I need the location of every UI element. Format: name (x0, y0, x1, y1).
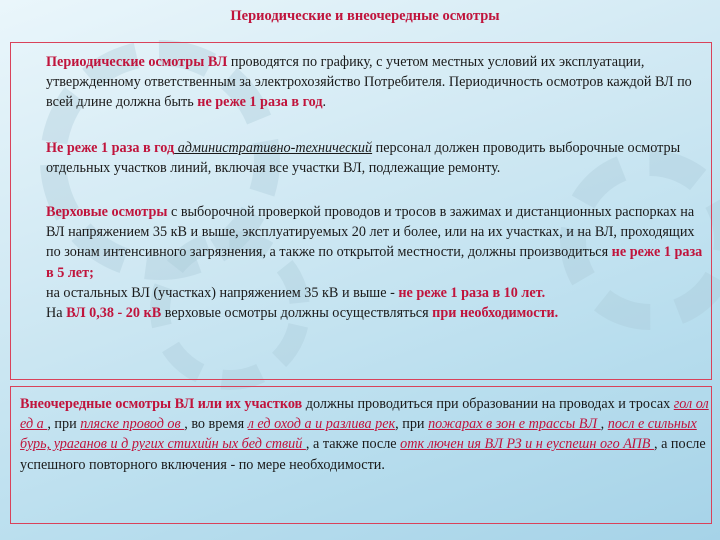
page-title: Периодические и внеочередные осмотры (230, 8, 500, 24)
blank-fires: пожарах в зон е трассы ВЛ (428, 416, 601, 433)
blank-relay-trip: отк лючен ия ВЛ РЗ и н еуспешн ого АПВ (400, 436, 654, 453)
paragraph-extraordinary: Внеочередные осмотры ВЛ или их участков должны проводиться при образовании на проводах и тросах гол ол ед а , при пляске провод ов , во время л ед оход а и разлива рек, при пожарах в зон е трассы ВЛ , посл е сильных бурь, ураганов и д ругих стихийн ых бед ствий , а также после отк лючен ия ВЛ РЗ и н еуспешн ого АПВ , а после успешного повторного включения - по мере необходимости. (20, 396, 709, 473)
blank-ice: гол ол ед а (20, 396, 709, 433)
blank-galloping: пляске провод ов (80, 416, 185, 433)
paragraph-periodic: Периодические осмотры ВЛ проводятся по графику, с учетом местных условий их эксплуатации, утвержденному ответственным за электрохозяйство Потребителя. Периодичность осмотров каждой ВЛ по всей длине должна быть не реже 1 раза в год. (46, 54, 692, 111)
paragraph-top-inspections: Верховые осмотры с выборочной проверкой проводов и тросов в зажимах и дистанционных распорках на ВЛ напряжением 35 кВ и выше, эксплуатируемых 20 лет и более, или на их участках, и на ВЛ, проходящих по зонам интенсивного загрязнения, а также по открытой местности, должны производиться не реже 1 раза в 5 лет; на остальных ВЛ (участках) напряжением 35 кВ и выше - не реже 1 раза в 10 лет. На ВЛ 0,38 - 20 кВ верховые осмотры должны осуществляться при необходимости. (46, 204, 703, 322)
paragraph-admin-staff: Не реже 1 раза в год административно-технический персонал должен проводить выборочные осмотры отдельных участков линий, включая все участки ВЛ, подлежащие ремонту. (46, 140, 681, 177)
blank-ice-drift: л ед оход а и разлива рек (247, 416, 396, 433)
blank-storms: посл е сильных бурь, ураганов и д ругих стихийн ых бед ствий (20, 416, 697, 453)
